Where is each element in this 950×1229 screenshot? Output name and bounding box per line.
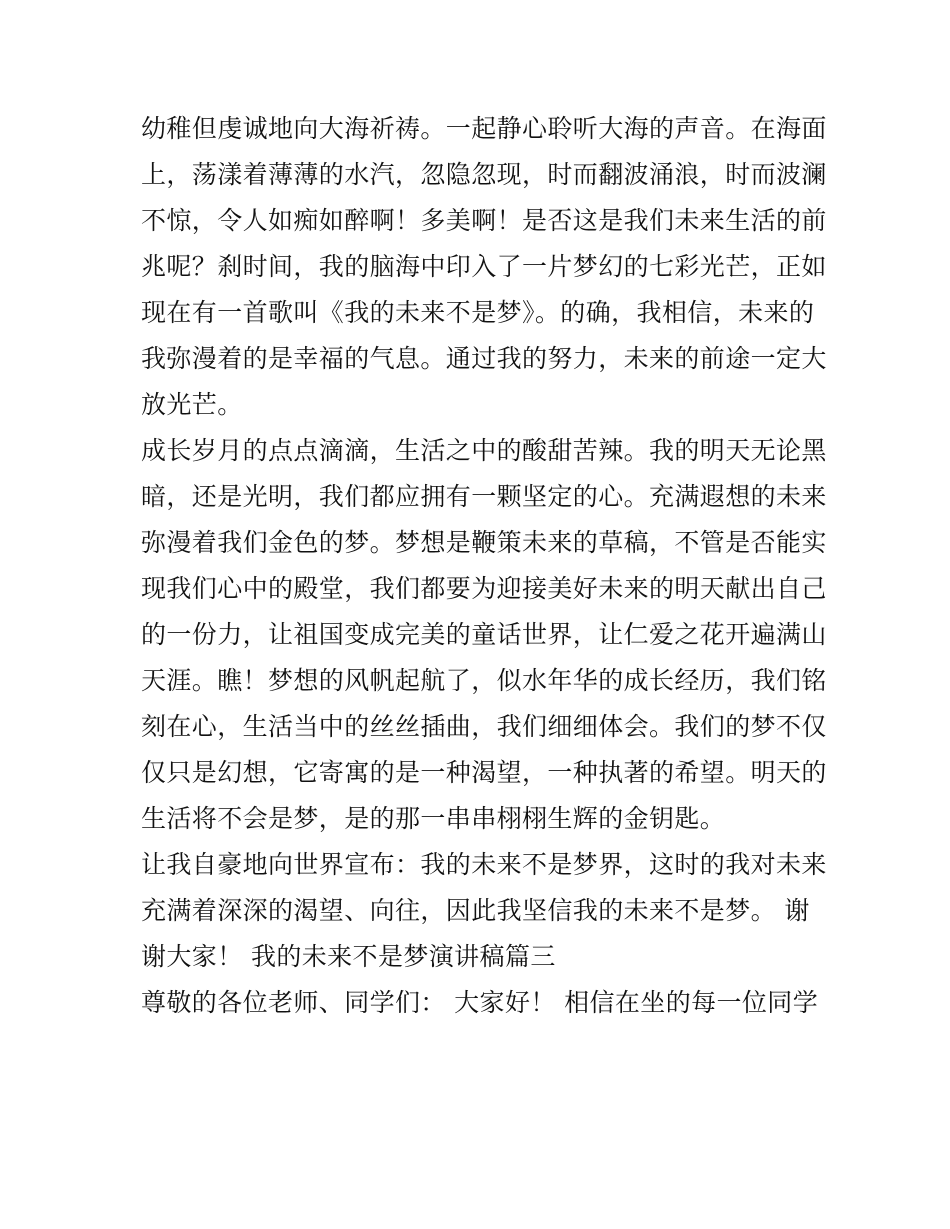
text-line: 现我们心中的殿堂，我们都要为迎接美好未来的明天献出自己 [141, 574, 827, 603]
text-line: 生活将不会是梦，是的那一串串栩栩生辉的金钥匙。 [141, 804, 726, 833]
text-line: 充满着深深的渴望、向往，因此我坚信我的未来不是梦。 谢 [141, 896, 810, 925]
text-line: 不惊，令人如痴如醉啊！多美啊！是否这是我们未来生活的前 [141, 206, 827, 235]
text-line: 幼稚但虔诚地向大海祈祷。一起静心聆听大海的声音。在海面 [141, 114, 827, 143]
text-line: 天涯。瞧！梦想的风帆起航了，似水年华的成长经历，我们铭 [141, 666, 827, 695]
text-line: 仅只是幻想，它寄寓的是一种渴望，一种执著的希望。明天的 [141, 758, 827, 787]
text-line: 现在有一首歌叫《我的未来不是梦》。的确，我相信，未来的 [141, 298, 815, 327]
text-line: 兆呢？刹时间，我的脑海中印入了一片梦幻的七彩光芒，正如 [141, 252, 827, 281]
text-line: 刻在心，生活当中的丝丝插曲，我们细细体会。我们的梦不仅 [141, 712, 827, 741]
text-line: 让我自豪地向世界宣布：我的未来不是梦界，这时的我对未来 [141, 850, 827, 879]
text-line: 我弥漫着的是幸福的气息。通过我的努力，未来的前途一定大 [141, 344, 827, 373]
text-line: 成长岁月的点点滴滴，生活之中的酸甜苦辣。我的明天无论黑 [141, 436, 827, 465]
text-line: 暗，还是光明，我们都应拥有一颗坚定的心。充满遐想的未来 [141, 482, 827, 511]
text-line: 尊敬的各位老师、同学们： 大家好！ 相信在坐的每一位同学 [141, 988, 819, 1017]
text-line: 的一份力，让祖国变成完美的童话世界，让仁爱之花开遍满山 [141, 620, 827, 649]
text-line: 谢大家！ 我的未来不是梦演讲稿篇三 [141, 942, 556, 971]
text-line: 放光芒。 [141, 390, 243, 419]
text-line: 上，荡漾着薄薄的水汽，忽隐忽现，时而翻波涌浪，时而波澜 [141, 160, 827, 189]
text-line: 弥漫着我们金色的梦。梦想是鞭策未来的草稿，不管是否能实 [141, 528, 827, 557]
document-body [141, 106, 827, 1026]
